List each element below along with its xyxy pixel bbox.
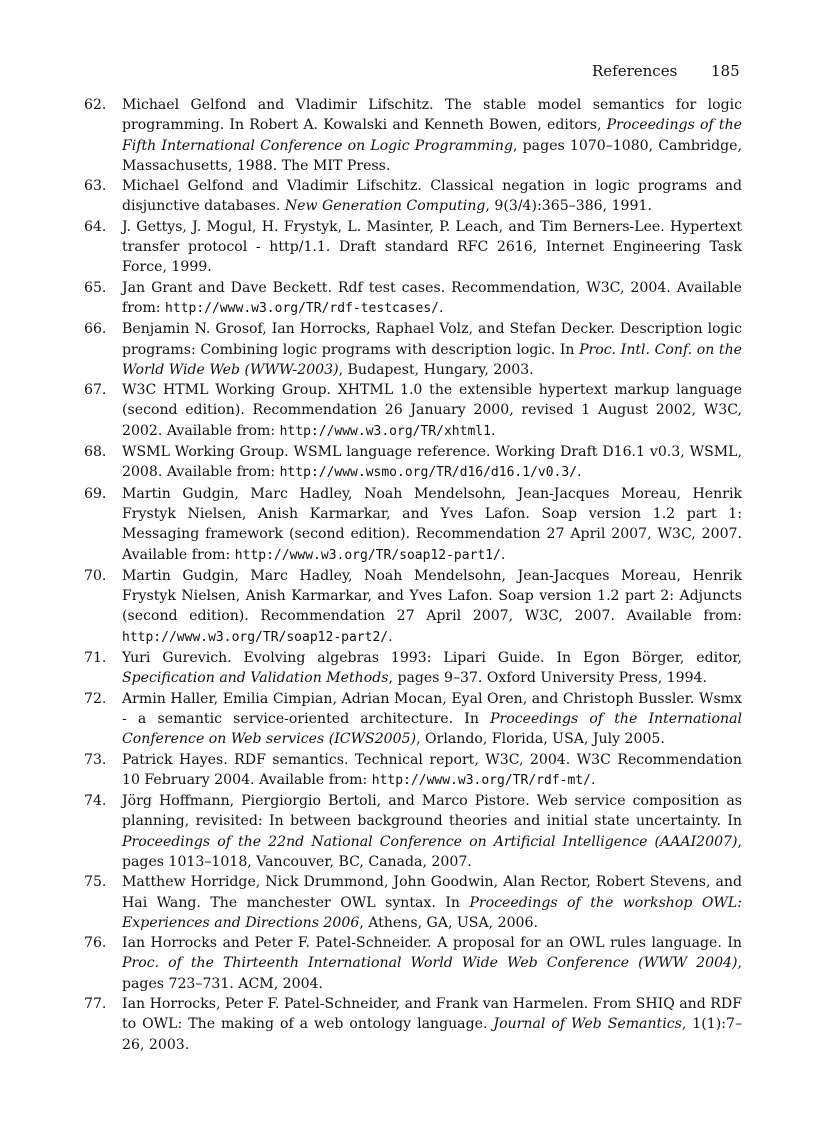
- reference-text-segment: Michael Gelfond and Vladimir Lifschitz. The stable model semantics for logic programming. In Robert A. Kowalski and Kenneth Bowen, editors,: [122, 97, 742, 134]
- reference-text-segment: , 9(3/4):365–386, 1991.: [485, 198, 652, 215]
- reference-text-segment: , pages 723–731. ACM, 2004.: [122, 955, 742, 992]
- reference-item: [84, 566, 742, 648]
- reference-text-segment: , Athens, GA, USA, 2006.: [359, 914, 538, 931]
- reference-text-segment: W3C HTML Working Group. XHTML 1.0 the extensible hypertext markup language (second edition). Recommendation 26 January 2000, revised 1 August 2002, W3C, 2002. Available from:: [122, 382, 742, 439]
- running-header: [0, 62, 816, 84]
- reference-text: [122, 566, 742, 648]
- reference-text: [122, 750, 742, 792]
- reference-text: [122, 380, 742, 442]
- reference-text: [122, 994, 742, 1055]
- reference-number: 69.: [84, 485, 107, 502]
- reference-text: [122, 791, 742, 872]
- reference-text: [122, 872, 742, 933]
- reference-item: [84, 484, 742, 566]
- reference-number: 67.: [84, 382, 107, 399]
- running-title: References: [592, 62, 678, 80]
- reference-number: 75.: [84, 874, 107, 891]
- reference-item: [84, 217, 742, 278]
- reference-number: 62.: [84, 97, 107, 113]
- reference-source-title: Proceedings of the International Conference on Web services (ICWS2005): [122, 710, 742, 748]
- reference-text-segment: , Orlando, Florida, USA, July 2005.: [416, 731, 665, 748]
- reference-text-segment: .: [590, 771, 596, 788]
- reference-source-title: Proceedings of the 22nd National Conference on Artificial Intelligence (AAAI2007): [122, 833, 738, 850]
- reference-item: [84, 689, 742, 750]
- reference-text-segment: Martin Gudgin, Marc Hadley, Noah Mendelsohn, Jean-Jacques Moreau, Henrik Frystyk Nielsen, Anish Karmarkar, and Yves Lafon. Soap version 1.2 part 2: Adjuncts (second edition). Recommendation 27 April 2007, W3C, 2007. Available from:: [122, 567, 742, 625]
- reference-text: [122, 648, 742, 689]
- reference-text-segment: .: [500, 546, 506, 563]
- reference-text: [122, 176, 742, 217]
- reference-url: http://www.w3.org/TR/soap12-part2/: [122, 629, 389, 645]
- reference-item: [84, 319, 742, 380]
- reference-text-segment: , pages 1013–1018, Vancouver, BC, Canada, 2007.: [122, 833, 742, 870]
- reference-item: [84, 648, 742, 689]
- reference-number: 76.: [84, 935, 107, 952]
- reference-text: [122, 319, 742, 380]
- reference-number: 72.: [84, 690, 107, 707]
- reference-number: 77.: [84, 996, 107, 1013]
- reference-number: 64.: [84, 218, 107, 235]
- reference-source-title: Proceedings of the Fifth International Conference on Logic Programming: [122, 117, 742, 154]
- reference-text: [122, 689, 742, 750]
- reference-text-segment: Yuri Gurevich. Evolving algebras 1993: Lipari Guide. In Egon Börger, editor,: [122, 650, 742, 667]
- reference-item: [84, 750, 742, 792]
- reference-text-segment: Matthew Horridge, Nick Drummond, John Goodwin, Alan Rector, Robert Stevens, and Hai Wang. The manchester OWL syntax. In: [122, 874, 742, 911]
- reference-text: [122, 95, 742, 176]
- reference-url: http://www.w3.org/TR/rdf-mt/: [371, 772, 591, 788]
- reference-url: http://www.w3.org/TR/soap12-part1/: [234, 547, 501, 563]
- reference-source-title: Proc. of the Thirteenth International World Wide Web Conference (WWW 2004): [122, 955, 738, 972]
- reference-number: 71.: [84, 650, 107, 667]
- reference-text-segment: WSML Working Group. WSML language reference. Working Draft D16.1 v0.3, WSML, 2008. Available from:: [122, 444, 742, 481]
- reference-text: [122, 484, 742, 566]
- reference-item: [84, 994, 742, 1055]
- reference-text-segment: , 1(1):7–26, 2003.: [122, 1016, 742, 1053]
- reference-text-segment: Jan Grant and Dave Beckett. Rdf test cases. Recommendation, W3C, 2004. Available from:: [122, 279, 742, 316]
- reference-number: 73.: [84, 751, 107, 768]
- reference-text-segment: .: [490, 422, 496, 439]
- reference-source-title: Proc. Intl. Conf. on the World Wide Web (WWW-2003): [122, 341, 742, 378]
- reference-text-segment: Patrick Hayes. RDF semantics. Technical report, W3C, 2004. W3C Recommendation 10 February 2004. Available from:: [122, 751, 742, 788]
- reference-item: [84, 95, 742, 176]
- reference-text-segment: .: [438, 299, 444, 316]
- reference-source-title: Journal of Web Semantics: [493, 1016, 682, 1033]
- reference-number: 63.: [84, 178, 107, 195]
- reference-text: [122, 217, 742, 278]
- reference-text-segment: Armin Haller, Emilia Cimpian, Adrian Mocan, Eyal Oren, and Christoph Bussler. Wsmx - a semantic service-oriented architecture. In: [122, 690, 742, 727]
- reference-url: http://www.wsmo.org/TR/d16/d16.1/v0.3/: [279, 465, 578, 481]
- page-number: 185: [711, 62, 740, 80]
- reference-number: 70.: [84, 567, 107, 584]
- reference-text: [122, 442, 742, 484]
- reference-text-segment: , pages 1070–1080, Cambridge, Massachusetts, 1988. The MIT Press.: [122, 137, 742, 174]
- reference-text-segment: Ian Horrocks, Peter F. Patel-Schneider, and Frank van Harmelen. From SHIQ and RDF to OWL: The making of a web ontology language.: [122, 996, 742, 1033]
- reference-number: 65.: [84, 279, 107, 296]
- reference-url: http://www.w3.org/TR/xhtml1: [279, 423, 491, 439]
- reference-source-title: Proceedings of the workshop OWL: Experiences and Directions 2006: [122, 894, 742, 931]
- reference-text-segment: J. Gettys, J. Mogul, H. Frystyk, L. Masinter, P. Leach, and Tim Berners-Lee. Hypertext transfer protocol - http/1.1. Draft standard RFC 2616, Internet Engineering Task Force, 1999.: [122, 218, 742, 276]
- reference-item: [84, 791, 742, 872]
- reference-source-title: New Generation Computing: [284, 198, 486, 215]
- reference-item: [84, 176, 742, 217]
- reference-text-segment: Ian Horrocks and Peter F. Patel-Schneider. A proposal for an OWL rules language. In: [122, 935, 742, 952]
- reference-text-segment: Martin Gudgin, Marc Hadley, Noah Mendelsohn, Jean-Jacques Moreau, Henrik Frystyk Nielsen, Anish Karmarkar, and Yves Lafon. Soap version 1.2 part 1: Messaging framework (second edition). Recommendation 27 April 2007, W3C, 2007. Available from:: [122, 485, 742, 563]
- reference-text-segment: , pages 9–37. Oxford University Press, 1994.: [388, 670, 708, 687]
- reference-item: [84, 380, 742, 442]
- reference-list: [84, 95, 742, 1055]
- reference-text: [122, 278, 742, 320]
- reference-number: 68.: [84, 444, 107, 461]
- reference-number: 66.: [84, 321, 107, 338]
- reference-number: 74.: [84, 793, 107, 810]
- reference-source-title: Specification and Validation Methods: [122, 670, 389, 687]
- reference-text-segment: , Budapest, Hungary, 2003.: [338, 361, 534, 378]
- reference-url: http://www.w3.org/TR/rdf-testcases/: [165, 300, 439, 316]
- reference-text-segment: .: [388, 628, 393, 645]
- reference-item: [84, 442, 742, 484]
- reference-text-segment: Michael Gelfond and Vladimir Lifschitz. Classical negation in logic programs and disjunctive databases.: [122, 178, 742, 215]
- reference-item: [84, 933, 742, 994]
- reference-item: [84, 278, 742, 320]
- reference-item: [84, 872, 742, 933]
- reference-text-segment: Benjamin N. Grosof, Ian Horrocks, Raphael Volz, and Stefan Decker. Description logic programs: Combining logic programs with description logic. In: [122, 321, 742, 358]
- reference-text-segment: .: [577, 464, 582, 481]
- reference-text: [122, 933, 742, 994]
- reference-text-segment: Jörg Hoffmann, Piergiorgio Bertoli, and Marco Pistore. Web service composition as planning, revisited: In between background theories and initial state uncertainty. In: [122, 793, 742, 830]
